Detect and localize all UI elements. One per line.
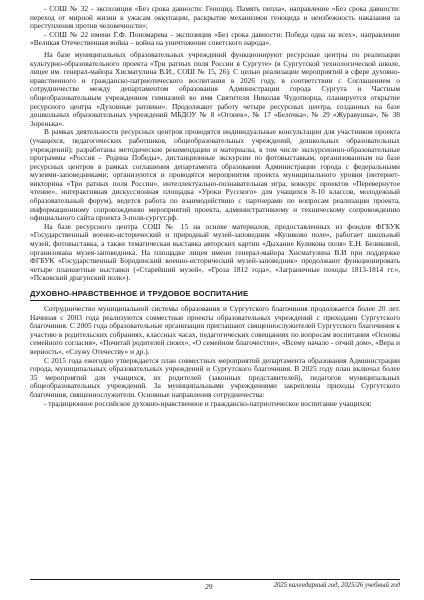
section-heading-spiritual-moral: ДУХОВНО-НРАВСТВЕННОЕ И ТРУДОВОЕ ВОСПИТАНИЕ (30, 289, 400, 301)
paragraph-cooperation-history: Сотрудничество муниципальной системы образования и Сургутского благочиния продолжается более 20 лет. Начиная с 2003 года реализуются совместные проекты образовательных учреждений с приходами Сургутского благочиния. С 2005 года образовательные организации приглашают священнослужителей Сургутского благочиния к участию в родительских собраниях, классных часах, педагогических совещаниях по вопросам воспитания «Основы семейного согласия», «Почитай родителей своих», «О семейном благочестии», «Всему начало - отчий дом», «Вера и верность», «Служу Отечеству» и др.). (30, 304, 400, 356)
list-item-school-32: - СОШ № 32 - экспозиция «Без срока давности: Геноцид. Память пепла», направление «Без срока давности: переход от мирной жизни к ужасам оккупации, раскрытие механизмов геноцида и неизбежность наказания за преступления против человечности»; (30, 4, 400, 31)
paragraph-resource-centers: На базе муниципальных образовательных учреждений функционируют ресурсные центры по реализации культурно-образовательного проекта «Три ратных поля России в Сургуте» (в Сургутской технологической школе, лицее им. генерал-майора Хисматулина В.И., СОШ № 15, 26). С целью реализации мероприятий в сфере духовно-нравственного и гражданско-патриотического воспитания в 2026 году, в соответствии с Соглашением о сотрудничестве между департаментом образования Администрации города Сургута и Частным общеобразовательным учреждением гимназией во имя Святителя Николая Чудотворца, планируется открытие ресурсного центра «Духовные ратники». Продолжают работу четыре ресурсных центра, созданных на базе дошкольных образовательных учреждений МБДОУ № 8 «Огонек», № 17 «Белочка», № 29 «Журавушка», № 38 Зоренька». (30, 49, 400, 128)
paragraph-resource-activities: В рамках деятельности ресурсных центров проводятся индивидуальные консультации для участников проекта (учащихся, педагогических работников, общеобразовательных учреждений, дошкольных образовательных учреждений); разработаны методические рекомендации и материалы, в том числе экскурсионно-образовательные программы «Россия – Родина Победы», дистанционные экскурсии по фотовыставкам, организованным на базе ресурсных центров в рамках соглашения департамента образования Администрации города с федеральными музеями-заповедниками; организуются и проводятся мероприятия проекта муниципального уровня (интернет-викторина «Три ратных поля России», интеллектуально-познавательная игра, конкурс проектов «Перевернутое чтение», интерактивная дискуссионная площадка «Уроки Русского» для учащихся 8-10 классов, молодежный образовательный форум), ведется работа по взаимодействию с партнерами по вопросам реализации проекта, информационному сопровождению мероприятий проекта, административному и техническому сопровождению официального сайта проекта 3-поля-сургут.рф. (30, 127, 400, 223)
footer-note: 2025 календарный год, 2025/26 учебный год (273, 582, 400, 589)
list-item-traditional-education: - традиционное российское духовно-нравственное и гражданско-патриотическое воспитание учащихся; (44, 398, 372, 408)
paragraph-annual-plan: С 2015 года ежегодно утверждается план совместных мероприятий департамента образования Администрации города, муниципальных образовательных учреждений и Сургутского благочиния. В 2025 году план включал более 35 мероприятий для учащихся, их родителей (законных представителей), педагогов муниципальных общеобразовательных учреждений. За муниципальными учреждениями закреплены приходы Сургутского благочиния, священнослужители. Основные направления сотрудничества: (30, 355, 400, 399)
page-number: 29 (205, 582, 213, 591)
paragraph-school-15-exhibits: На базе ресурсного центра СОШ № 15 на основе материалов, предоставленных из фондов ФГБУК «Государственный военно-исторический и природный музей-заповедник «Куликово поле», работает школьный музей, фотовыставка, а также тематическая выставка авторских картин «Дыхание Куликова поля» Е.Н. Беликовой, организована музея-заповедника. На площадке лицея имени генерал-майора Хисматулина В.И при поддержке ФГБУК «Государственный Бородинский военно-исторический музей-заповедник» продолжают функционировать четыре планшетные выставки («Старейший музей», «Гроза 1812 года», «Заграничные походы 1813-1814 гг.», «Псковский драгунский полк»). (30, 221, 400, 283)
list-item-school-22: - СОШ № 22 имени Г.Ф. Пономарева - экспозиция «Без срока давности: Победа одна на всех», направление «Великая Отечественная война – война на уничтожение советского народа». (30, 29, 400, 48)
page-footer (30, 579, 400, 594)
document-page (30, 5, 400, 408)
